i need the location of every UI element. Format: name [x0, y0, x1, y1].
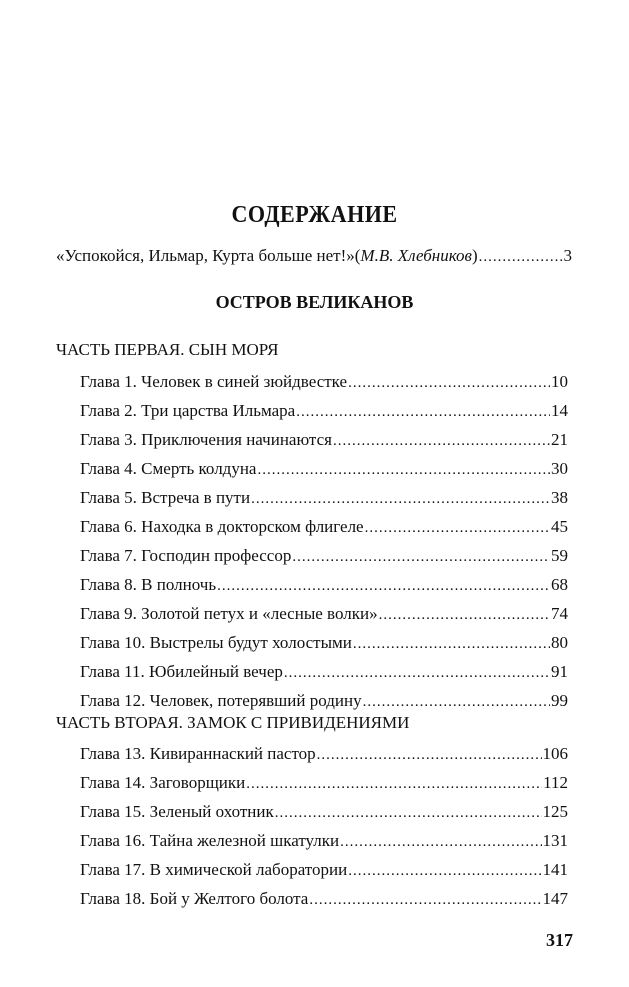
- intro-author-open: (: [354, 246, 361, 265]
- chapter-entry: [80, 488, 568, 517]
- chapter-entry: [80, 517, 568, 546]
- dot-leader: [379, 607, 550, 624]
- chapter-title: Глава 6. Находка в докторском флигеле: [80, 517, 364, 536]
- dot-leader: [309, 892, 541, 909]
- dot-leader: [246, 776, 542, 793]
- chapter-page: 112: [543, 773, 568, 792]
- chapter-entry: [80, 546, 568, 575]
- chapter-page: 38: [551, 488, 568, 507]
- chapter-title: Глава 15. Зеленый охотник: [80, 802, 274, 821]
- chapter-entry: [80, 430, 568, 459]
- chapter-page: 68: [551, 575, 568, 594]
- chapter-title: Глава 11. Юбилейный вечер: [80, 662, 283, 681]
- contents-title: СОДЕРЖАНИЕ: [231, 202, 398, 228]
- chapter-page: 147: [542, 889, 568, 908]
- chapter-title: Глава 9. Золотой петух и «лесные волки»: [80, 604, 378, 623]
- chapter-title: Глава 4. Смерть колдуна: [80, 459, 257, 478]
- chapter-page: 91: [551, 662, 568, 681]
- dot-leader: [296, 404, 550, 421]
- page-number: 317: [546, 930, 573, 950]
- chapter-title: Глава 7. Господин профессор: [80, 546, 292, 565]
- chapter-title: Глава 13. Кивираннаский пастор: [80, 744, 316, 763]
- chapter-title: Глава 5. Встреча в пути: [80, 488, 251, 507]
- chapter-entry: [80, 773, 568, 802]
- chapter-page: 59: [551, 546, 568, 565]
- chapter-page: 106: [542, 744, 568, 763]
- chapter-list: [80, 372, 568, 720]
- part-title: ЧАСТЬ ВТОРАЯ. ЗАМОК С ПРИВИДЕНИЯМИ: [56, 713, 410, 732]
- chapter-title: Глава 8. В полночь: [80, 575, 217, 594]
- intro-author: М.В. Хлебников: [360, 246, 472, 265]
- dot-leader: [251, 491, 550, 508]
- chapter-page: 99: [551, 691, 568, 710]
- chapter-page: 10: [551, 372, 568, 391]
- chapter-entry: [80, 802, 568, 831]
- chapter-entry: [80, 860, 568, 889]
- chapter-title: Глава 14. Заговорщики: [80, 773, 246, 792]
- dot-leader: [479, 249, 563, 266]
- chapter-entry: [80, 604, 568, 633]
- chapter-title: Глава 10. Выстрелы будут холостыми: [80, 633, 352, 652]
- chapter-entry: [80, 662, 568, 691]
- chapter-page: 125: [542, 802, 568, 821]
- dot-leader: [257, 462, 550, 479]
- chapter-page: 74: [551, 604, 568, 623]
- chapter-title: Глава 12. Человек, потерявший родину: [80, 691, 362, 710]
- dot-leader: [333, 433, 550, 450]
- dot-leader: [348, 375, 550, 392]
- dot-leader: [275, 805, 542, 822]
- chapter-title: Глава 17. В химической лаборатории: [80, 860, 348, 879]
- chapter-entry: [80, 372, 568, 401]
- chapter-title: Глава 18. Бой у Желтого болота: [80, 889, 309, 908]
- intro-author-close: ): [471, 246, 478, 265]
- chapter-page: 45: [551, 517, 568, 536]
- dot-leader: [348, 863, 541, 880]
- chapter-page: 80: [551, 633, 568, 652]
- chapter-title: Глава 3. Приключения начинаются: [80, 430, 332, 449]
- chapter-page: 14: [551, 401, 568, 420]
- dot-leader: [284, 665, 550, 682]
- chapter-entry: [80, 459, 568, 488]
- intro-page-number: 3: [563, 246, 572, 265]
- chapter-entry: [80, 633, 568, 662]
- chapter-entry: [80, 744, 568, 773]
- chapter-title: Глава 16. Тайна железной шкатулки: [80, 831, 340, 850]
- chapter-page: 141: [542, 860, 568, 879]
- dot-leader: [340, 834, 541, 851]
- intro-entry: [56, 246, 572, 266]
- chapter-entry: [80, 889, 568, 918]
- dot-leader: [317, 747, 542, 764]
- dot-leader: [353, 636, 550, 653]
- part-title: ЧАСТЬ ПЕРВАЯ. СЫН МОРЯ: [56, 340, 279, 359]
- chapter-title: Глава 2. Три царства Ильмара: [80, 401, 296, 420]
- chapter-title: Глава 1. Человек в синей зюйдвестке: [80, 372, 348, 391]
- chapter-entry: [80, 831, 568, 860]
- chapter-page: 131: [542, 831, 568, 850]
- chapter-entry: [80, 575, 568, 604]
- chapter-list: [80, 744, 568, 918]
- chapter-page: 21: [551, 430, 568, 449]
- dot-leader: [217, 578, 550, 595]
- dot-leader: [363, 694, 550, 711]
- chapter-entry: [80, 401, 568, 430]
- dot-leader: [292, 549, 550, 566]
- intro-quote: «Успокойся, Ильмар, Курта больше нет!»: [56, 246, 355, 265]
- book-title: ОСТРОВ ВЕЛИКАНОВ: [215, 292, 414, 312]
- chapter-page: 30: [551, 459, 568, 478]
- dot-leader: [365, 520, 550, 537]
